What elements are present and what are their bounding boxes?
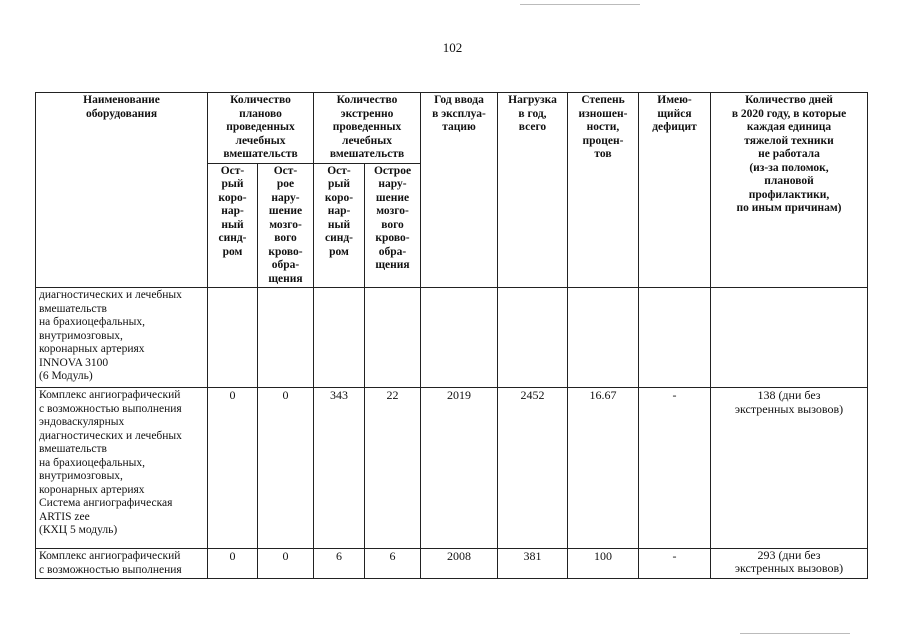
deficit-cell — [639, 288, 711, 388]
planned-acs-cell — [208, 288, 258, 388]
year-cell — [421, 288, 498, 388]
wear-cell — [568, 288, 639, 388]
header-days: Количество дней в 2020 году, в которые каждая единица тяжелой техники не работала (из-за поломок, плановой профилактики, по иным причинам) — [711, 93, 868, 288]
emergency-acs-cell: 6 — [314, 549, 365, 579]
table-row — [36, 388, 868, 549]
load-cell: 2452 — [498, 388, 568, 549]
bottom-edge-line — [740, 633, 850, 634]
emergency-stroke-cell: 6 — [365, 549, 421, 579]
header-year: Год ввода в эксплуа- тацию — [421, 93, 498, 288]
header-equipment: Наименование оборудования — [36, 93, 208, 288]
equipment-name-cell: Комплекс ангиографический с возможностью выполнения эндоваскулярных диагностических и лечебных вмешательств на брахиоцефальных, внутримозговых, коронарных артериях Система ангиографическая ARTIS zee (КХЦ 5 модуль) — [36, 388, 208, 549]
days-cell: 293 (дни без экстренных вызовов) — [711, 549, 868, 579]
equipment-table — [35, 92, 868, 579]
load-cell: 381 — [498, 549, 568, 579]
days-cell — [711, 288, 868, 388]
equipment-name-cell: Комплекс ангиографический с возможностью выполнения — [36, 549, 208, 579]
header-emergency-group: Количество экстренно проведенных лечебных вмешательств — [314, 93, 421, 164]
planned-stroke-cell: 0 — [258, 388, 314, 549]
top-edge-line — [520, 4, 640, 5]
emergency-stroke-cell: 22 — [365, 388, 421, 549]
emergency-stroke-cell — [365, 288, 421, 388]
emergency-acs-cell: 343 — [314, 388, 365, 549]
planned-acs-cell: 0 — [208, 549, 258, 579]
load-cell — [498, 288, 568, 388]
emergency-acs-cell — [314, 288, 365, 388]
header-planned-stroke: Ост- рое нару- шение мозго- вого крово- обра- щения — [258, 163, 314, 288]
year-cell: 2008 — [421, 549, 498, 579]
header-planned-acs: Ост- рый коро- нар- ный синд- ром — [208, 163, 258, 288]
header-deficit: Имею- щийся дефицит — [639, 93, 711, 288]
table-row — [36, 549, 868, 579]
header-emergency-acs: Ост- рый коро- нар- ный синд- ром — [314, 163, 365, 288]
header-load: Нагрузка в год, всего — [498, 93, 568, 288]
page-number: 102 — [442, 40, 463, 55]
deficit-cell: - — [639, 388, 711, 549]
header-wear: Степень изношен- ности, процен- тов — [568, 93, 639, 288]
deficit-cell: - — [639, 549, 711, 579]
planned-acs-cell: 0 — [208, 388, 258, 549]
table-row — [36, 288, 868, 388]
equipment-name-cell: диагностических и лечебных вмешательств на брахиоцефальных, внутримозговых, коронарных артериях INNOVA 3100 (6 Модуль) — [36, 288, 208, 388]
year-cell: 2019 — [421, 388, 498, 549]
header-planned-group: Количество планово проведенных лечебных вмешательств — [208, 93, 314, 164]
days-cell: 138 (дни без экстренных вызовов) — [711, 388, 868, 549]
planned-stroke-cell — [258, 288, 314, 388]
planned-stroke-cell: 0 — [258, 549, 314, 579]
wear-cell: 16.67 — [568, 388, 639, 549]
header-emergency-stroke: Острое нару- шение мозго- вого крово- обра- щения — [365, 163, 421, 288]
header-row-top — [36, 93, 868, 164]
wear-cell: 100 — [568, 549, 639, 579]
